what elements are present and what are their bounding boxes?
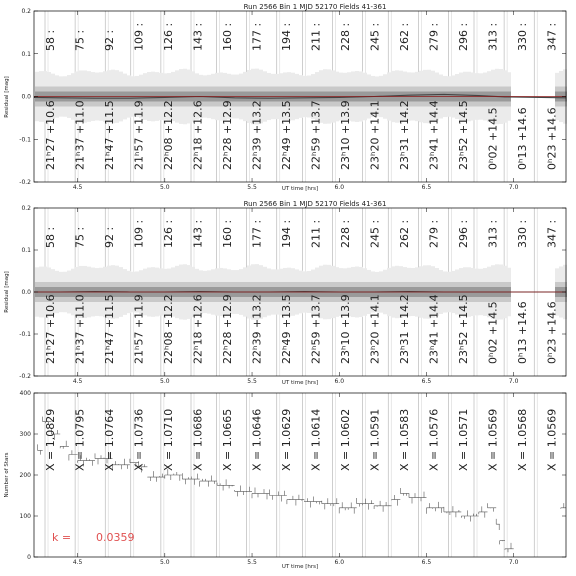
field-number-label: 330 : xyxy=(516,219,529,248)
coordinate-label: 21ʰ27 +10.6 xyxy=(44,294,57,364)
coordinate-label: 0ʰ23 +14.6 xyxy=(545,107,559,170)
x-tick-label: 7.0 xyxy=(508,184,519,191)
field-number-label: 160 : xyxy=(221,22,234,51)
field-number-label: 58 : xyxy=(44,226,57,248)
coordinate-label: 23ʰ10 +13.9 xyxy=(339,294,352,364)
coordinate-label: 21ʰ57 +11.9 xyxy=(132,100,146,170)
airmass-label: X = 1.0646 xyxy=(250,408,264,471)
field-number-label: 313 : xyxy=(486,22,500,51)
coordinate-label: 21ʰ37 +11.0 xyxy=(73,100,87,170)
field-number-label: 92 : xyxy=(103,29,116,51)
coordinate-label: 21ʰ27 +10.6 xyxy=(44,100,57,170)
airmass-label: X = 1.0602 xyxy=(339,408,352,471)
coordinate-label: 0ʰ13 +14.6 xyxy=(516,107,529,170)
y-tick-label: 100 xyxy=(19,513,31,520)
airmass-label: X = 1.0583 xyxy=(398,408,411,471)
field-number-label: 296 : xyxy=(457,22,470,51)
x-tick-label: 5.0 xyxy=(160,378,170,385)
coordinate-label: 22ʰ49 +13.5 xyxy=(280,100,293,170)
field-number-label: 330 : xyxy=(516,22,529,51)
field-number-label: 279 : xyxy=(427,219,441,248)
field-number-label: 143 : xyxy=(191,219,205,248)
coordinate-label: 21ʰ37 +11.0 xyxy=(73,294,87,364)
y-tick-label: -0.2 xyxy=(19,179,31,186)
panel-3-ylabel: Number of Stars xyxy=(4,452,10,498)
x-tick-label: 4.5 xyxy=(72,184,83,191)
airmass-label: X = 1.0795 xyxy=(73,408,87,471)
field-number-label: 109 : xyxy=(132,219,146,248)
x-tick-label: 5.5 xyxy=(247,559,257,566)
field-number-label: 262 : xyxy=(398,22,411,51)
x-tick-label: 6.0 xyxy=(334,378,345,385)
panel-1-ylabel: Residual [mag] xyxy=(4,76,10,118)
x-tick-label: 7.0 xyxy=(508,378,519,385)
coordinate-label: 23ʰ31 +14.2 xyxy=(398,100,411,170)
coordinate-label: 21ʰ57 +11.9 xyxy=(132,294,146,364)
airmass-label: X = 1.0571 xyxy=(457,408,470,471)
field-number-label: 313 : xyxy=(486,219,500,248)
field-number-label: 262 : xyxy=(398,219,411,248)
y-tick-label: 0.2 xyxy=(21,205,31,212)
coordinate-label: 23ʰ41 +14.4 xyxy=(427,294,441,364)
coordinate-label: 22ʰ18 +12.6 xyxy=(191,100,205,170)
k-label: k = xyxy=(52,531,72,544)
coordinate-label: 22ʰ18 +12.6 xyxy=(191,294,205,364)
airmass-label: X = 1.0569 xyxy=(545,408,559,471)
k-value: 0.0359 xyxy=(96,531,135,544)
y-tick-label: 0 xyxy=(27,554,31,561)
x-tick-label: 4.5 xyxy=(72,378,83,385)
residual-panel-2 xyxy=(4,200,567,386)
coordinate-label: 22ʰ08 +12.2 xyxy=(162,100,175,170)
panel-3-xlabel: UT time [hrs] xyxy=(281,564,319,570)
airmass-label: X = 1.0665 xyxy=(221,408,234,471)
field-number-label: 279 : xyxy=(427,22,441,51)
field-number-label: 75 : xyxy=(73,29,87,51)
y-tick-label: -0.2 xyxy=(19,373,31,380)
y-tick-label: -0.1 xyxy=(19,136,31,144)
field-number-label: 75 : xyxy=(73,226,87,248)
airmass-label: X = 1.0568 xyxy=(516,408,529,471)
coordinate-label: 21ʰ47 +11.5 xyxy=(103,100,116,170)
field-number-label: 211 : xyxy=(309,219,323,248)
y-tick-label: 0.2 xyxy=(21,8,31,15)
coordinate-label: 22ʰ39 +13.2 xyxy=(250,100,264,170)
airmass-label: X = 1.0614 xyxy=(309,408,323,471)
x-tick-label: 5.0 xyxy=(160,559,170,566)
coordinate-label: 23ʰ31 +14.2 xyxy=(398,294,411,364)
x-tick-label: 5.5 xyxy=(247,378,257,385)
coordinate-label: 0ʰ02 +14.5 xyxy=(486,107,500,170)
field-number-label: 245 : xyxy=(368,219,382,248)
coordinate-label: 22ʰ08 +12.2 xyxy=(162,294,175,364)
coordinate-label: 23ʰ20 +14.1 xyxy=(368,100,382,170)
y-tick-label: 0.0 xyxy=(21,289,31,296)
field-number-label: 58 : xyxy=(44,29,57,51)
coordinate-label: 0ʰ23 +14.6 xyxy=(545,301,559,364)
coordinate-label: 23ʰ20 +14.1 xyxy=(368,294,382,364)
star-count-panel xyxy=(4,390,566,570)
field-number-label: 228 : xyxy=(339,22,352,51)
y-tick-label: 300 xyxy=(19,431,31,438)
field-number-label: 143 : xyxy=(191,22,205,51)
x-tick-label: 7.0 xyxy=(508,559,519,566)
x-tick-label: 6.5 xyxy=(421,559,432,566)
field-number-label: 228 : xyxy=(339,219,352,248)
field-number-label: 211 : xyxy=(309,22,323,51)
field-number-label: 296 : xyxy=(457,219,470,248)
coordinate-label: 22ʰ39 +13.2 xyxy=(250,294,264,364)
y-tick-label: 0.0 xyxy=(21,93,31,101)
airmass-label: X = 1.0591 xyxy=(368,408,382,471)
field-number-label: 347 : xyxy=(545,219,559,248)
airmass-label: X = 1.0629 xyxy=(280,408,293,471)
coordinate-label: 23ʰ10 +13.9 xyxy=(339,100,352,170)
coordinate-label: 22ʰ28 +12.9 xyxy=(221,100,234,170)
panel-2-ylabel: Residual [mag] xyxy=(4,271,10,313)
coordinate-label: 22ʰ59 +13.7 xyxy=(309,100,323,170)
y-tick-label: 400 xyxy=(19,390,31,397)
field-number-label: 177 : xyxy=(250,22,264,51)
field-number-label: 194 : xyxy=(280,219,293,248)
residual-panel-1 xyxy=(4,3,567,192)
field-number-label: 177 : xyxy=(250,219,264,248)
field-number-label: 109 : xyxy=(132,22,146,51)
x-tick-label: 5.0 xyxy=(160,184,170,191)
y-tick-label: 0.1 xyxy=(21,247,31,254)
field-number-label: 347 : xyxy=(545,22,559,51)
x-tick-label: 6.5 xyxy=(421,184,432,191)
coordinate-label: 22ʰ28 +12.9 xyxy=(221,294,234,364)
field-number-label: 245 : xyxy=(368,22,382,51)
coordinate-label: 0ʰ13 +14.6 xyxy=(516,301,529,364)
panel-2-title: Run 2566 Bin 1 MJD 52170 Fields 41-361 xyxy=(243,200,387,208)
field-number-label: 126 : xyxy=(162,219,175,248)
airmass-label: X = 1.0829 xyxy=(44,408,57,471)
airmass-label: X = 1.0710 xyxy=(162,408,175,471)
y-tick-label: -0.1 xyxy=(19,331,31,338)
field-number-label: 126 : xyxy=(162,22,175,51)
coordinate-label: 0ʰ02 +14.5 xyxy=(486,301,500,364)
airmass-label: X = 1.0686 xyxy=(191,408,205,471)
field-number-label: 160 : xyxy=(221,219,234,248)
x-tick-label: 5.5 xyxy=(247,184,257,191)
y-tick-label: 200 xyxy=(19,472,31,479)
x-tick-label: 4.5 xyxy=(72,559,83,566)
coordinate-label: 22ʰ59 +13.7 xyxy=(309,294,323,364)
field-number-label: 194 : xyxy=(280,22,293,51)
panel-1-title: Run 2566 Bin 1 MJD 52170 Fields 41-361 xyxy=(243,3,387,11)
x-tick-label: 6.0 xyxy=(334,184,345,191)
coordinate-label: 22ʰ49 +13.5 xyxy=(280,294,293,364)
coordinate-label: 21ʰ47 +11.5 xyxy=(103,294,116,364)
coordinate-label: 23ʰ52 +14.5 xyxy=(457,294,470,364)
airmass-label: X = 1.0576 xyxy=(427,408,441,471)
panel-1-xlabel: UT time [hrs] xyxy=(281,186,319,192)
airmass-label: X = 1.0764 xyxy=(103,408,116,471)
coordinate-label: 23ʰ41 +14.4 xyxy=(427,100,441,170)
coordinate-label: 23ʰ52 +14.5 xyxy=(457,100,470,170)
field-number-label: 92 : xyxy=(103,226,116,248)
x-tick-label: 6.5 xyxy=(421,378,432,385)
y-tick-label: 0.1 xyxy=(21,50,31,58)
airmass-label: X = 1.0569 xyxy=(486,408,500,471)
x-tick-label: 6.0 xyxy=(334,559,345,566)
airmass-label: X = 1.0736 xyxy=(132,408,146,471)
panel-2-xlabel: UT time [hrs] xyxy=(281,380,319,386)
